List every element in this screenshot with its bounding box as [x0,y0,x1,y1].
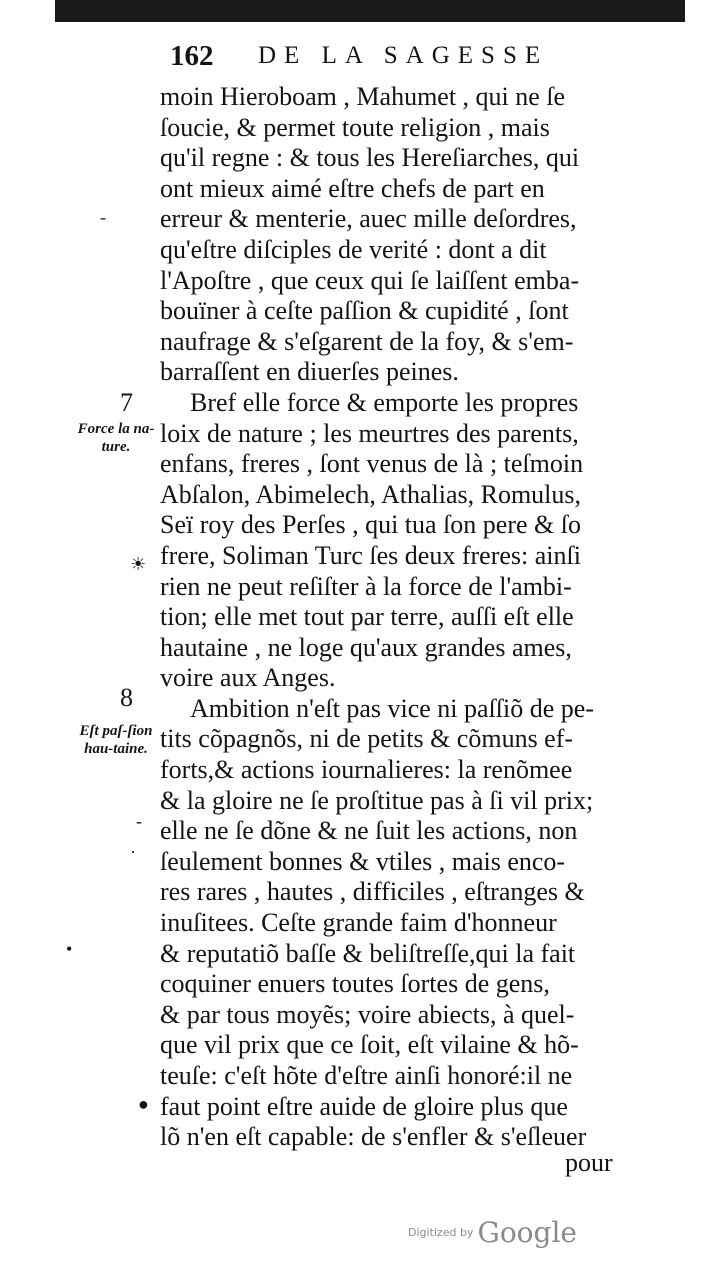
text-line: erreur & menterie, auec mille deſordres, [160,204,577,234]
text-line: que vil prix que ce ſoit, eſt vilaine & hõ- [160,1030,579,1060]
text-line: qu'il regne : & tous les Hereſiarches, qui [160,143,580,173]
text-line: forts,& actions iournalieres: la renõmee [160,755,573,785]
text-line: enfans, freres , ſont venus de là ; teſmoin [160,449,584,479]
text-line: teuſe: c'eſt hõte d'eſtre ainſi honoré:il ne [160,1061,573,1090]
catchword: pour [565,1148,613,1177]
top-scan-bar [55,0,685,22]
text-line: res rares , hautes , difficiles , eſtranges & [160,877,585,907]
ink-mark: - [136,811,142,831]
margin-note: Eſt paſ-ſion hau-taine. [79,723,153,757]
ink-mark: ☀ [130,554,147,574]
text-line: coquiner enuers toutes ſortes de gens, [160,969,550,999]
text-line: l'Apoſtre , que ceux qui ſe laiſſent emba- [160,265,580,295]
text-line: faut point eſtre auide de gloire plus que [160,1091,568,1121]
text-line: loix de nature ; les meurtres des parents, [160,418,579,448]
text-line: elle ne ſe dõne & ne ſuit les actions, non [160,816,578,846]
text-line: lõ n'en eſt capable: de s'enfler & s'eſleuer [160,1122,587,1152]
text-line: ſoucie, & permet toute religion , mais [160,112,550,142]
text-line: rien ne peut reſiſter à la force de l'ambi- [160,571,572,601]
text-line: ſeulement bonnes & vtiles , mais enco- [160,846,566,876]
text-line: inuſitees. Ceſte grande faim d'honneur [160,908,557,938]
ink-mark: • [66,939,73,959]
text-line: & par tous moyẽs; voire abiects, à quel- [160,999,575,1029]
page-number: 162 [170,40,214,72]
margin-note: Force la na-ture. [77,421,155,455]
watermark-brand: Google [477,1216,577,1249]
text-line: tits cõpagnõs, ni de petits & cõmuns ef- [160,724,574,754]
digitized-watermark [408,1216,577,1249]
text-line: moin Hieroboam , Mahumet , qui ne ſe [160,82,566,111]
text-line: frere, Soliman Turc ſes deux freres: ainſi [160,540,581,570]
running-title: DE LA SAGESSE [258,42,549,69]
paragraph-number: 8 [120,683,133,712]
text-line: & la gloire ne ſe proſtitue pas à ſi vil prix; [160,785,594,815]
ink-mark: · [130,842,136,862]
text-line: Bref elle force & emporte les propres [190,387,579,417]
text-line: qu'eſtre diſciples de verité : dont a dit [160,234,547,264]
text-line: voire aux Anges. [160,663,336,693]
text-line: tion; elle met tout par terre, auſſi eſt elle [160,602,574,632]
ink-mark: ● [138,1094,149,1114]
ink-mark: - [100,207,106,227]
text-line: Seï roy des Perſes , qui tua ſon pere & ſo [160,510,581,540]
body-text [160,82,630,1153]
page-header [160,40,640,76]
text-line: hautaine , ne loge qu'aux grandes ames, [160,632,572,662]
text-line: barraſſent en diuerſes peines. [160,357,459,387]
watermark-prefix: Digitized by [408,1226,474,1239]
text-line: ont mieux aimé eſtre chefs de part en [160,173,545,203]
text-line: naufrage & s'eſgarent de la foy, & s'em- [160,326,574,356]
text-line: & reputatiõ baſſe & beliſtreſſe,qui la fait [160,938,576,968]
text-line: Ambition n'eſt pas vice ni paſſiõ de pe- [190,693,594,723]
paragraph-number: 7 [120,388,133,417]
text-line: Abſalon, Abimelech, Athalias, Romulus, [160,479,582,509]
text-line: bouïner à ceſte paſſion & cupidité , ſont [160,296,569,326]
